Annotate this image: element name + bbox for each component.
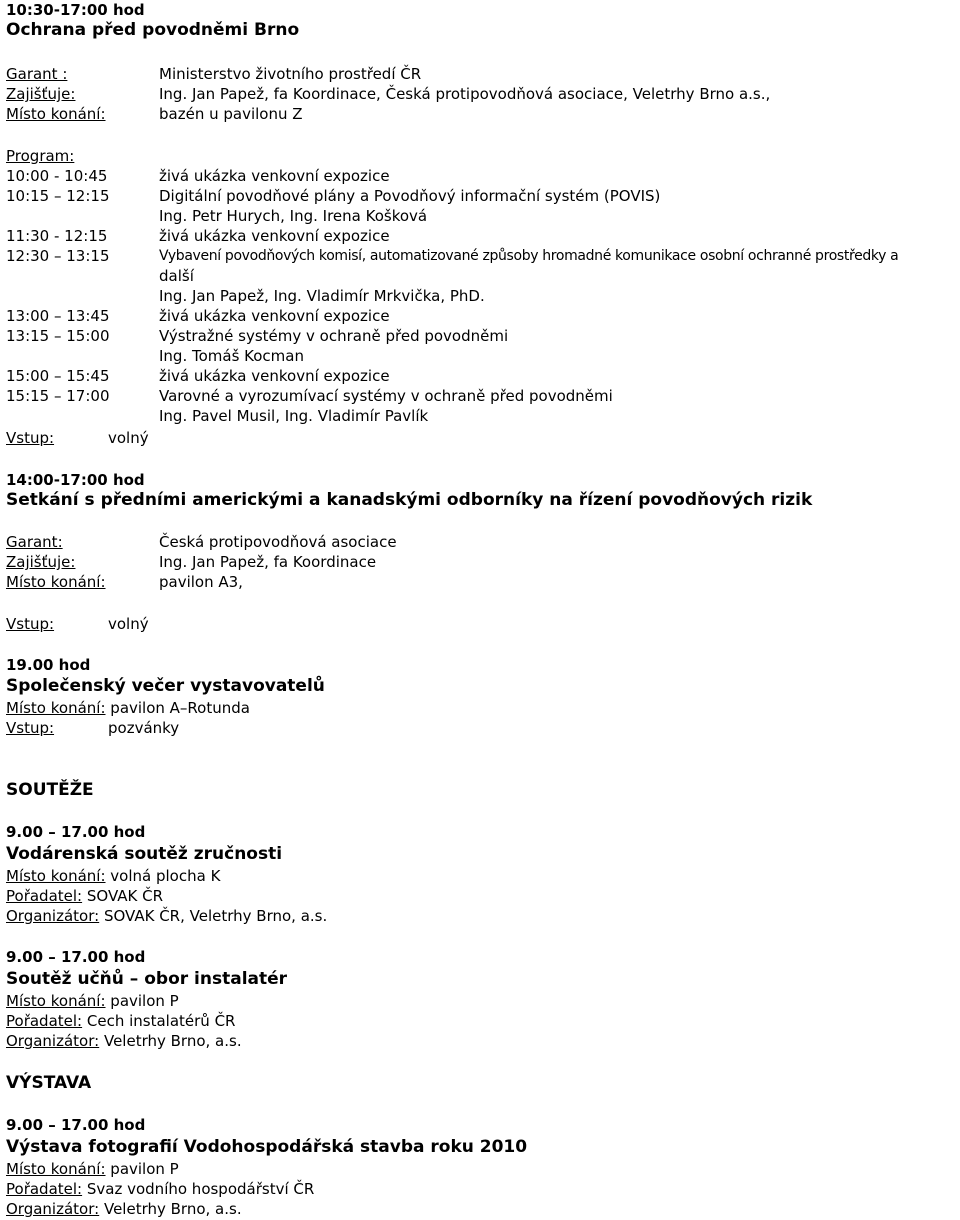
vstup-value: pozvánky bbox=[108, 719, 180, 737]
organizator-label: Organizátor: bbox=[6, 1200, 100, 1218]
program-row bbox=[6, 386, 613, 406]
s2-title: Setkání s předními americkými a kanadskými odborníky na řízení povodňových rizik bbox=[6, 490, 813, 510]
program-time: 11:30 - 12:15 bbox=[6, 227, 108, 245]
program-row bbox=[6, 306, 390, 326]
program-text: další bbox=[159, 267, 194, 285]
s3-vstup-row bbox=[6, 718, 180, 738]
misto-value: pavilon P bbox=[110, 992, 179, 1010]
program-text: Ing. Jan Papež, Ing. Vladimír Mrkvička, PhD. bbox=[159, 287, 485, 305]
program-row bbox=[6, 186, 661, 206]
program-text: Ing. Pavel Musil, Ing. Vladimír Pavlík bbox=[159, 407, 429, 425]
zajistuje-value: Ing. Jan Papež, fa Koordinace, Česká protipovodňová asociace, Veletrhy Brno a.s., bbox=[159, 85, 771, 103]
program-text: Vybavení povodňových komisí, automatizované způsoby hromadné komunikace osobní ochranné prostředky a bbox=[159, 248, 899, 264]
misto-label: Místo konání: bbox=[6, 992, 106, 1010]
vstup-label: Vstup: bbox=[6, 615, 55, 633]
program-time: 12:30 – 13:15 bbox=[6, 247, 110, 265]
organizator-value: Veletrhy Brno, a.s. bbox=[103, 1200, 242, 1218]
poradatel-label: Pořadatel: bbox=[6, 887, 83, 905]
s1-misto-row bbox=[6, 104, 303, 124]
s5-organizator-row bbox=[6, 1031, 242, 1051]
organizator-label: Organizátor: bbox=[6, 1032, 100, 1050]
s3-misto-row bbox=[6, 698, 250, 718]
souteze-heading: SOUTĚŽE bbox=[6, 780, 94, 800]
s2-zajistuje-row bbox=[6, 552, 377, 572]
zajistuje-value: Ing. Jan Papež, fa Koordinace bbox=[159, 553, 377, 571]
garant-value: Česká protipovodňová asociace bbox=[159, 533, 397, 551]
s4-misto-row bbox=[6, 866, 220, 886]
zajistuje-label: Zajišťuje: bbox=[6, 85, 76, 103]
misto-label: Místo konání: bbox=[6, 105, 106, 123]
organizator-value: Veletrhy Brno, a.s. bbox=[103, 1032, 242, 1050]
vystava-heading: VÝSTAVA bbox=[6, 1073, 92, 1093]
s1-vstup-row bbox=[6, 428, 149, 448]
organizator-label: Organizátor: bbox=[6, 907, 100, 925]
vstup-label: Vstup: bbox=[6, 429, 55, 447]
vstup-value: volný bbox=[108, 615, 149, 633]
poradatel-value: SOVAK ČR bbox=[86, 887, 164, 905]
program-row bbox=[6, 326, 509, 346]
s2-vstup-row bbox=[6, 614, 149, 634]
program-time: 13:15 – 15:00 bbox=[6, 327, 110, 345]
poradatel-value: Svaz vodního hospodářství ČR bbox=[86, 1180, 315, 1198]
s1-garant-row bbox=[6, 64, 422, 84]
garant-value: Ministerstvo životního prostředí ČR bbox=[159, 65, 422, 83]
s6-title: Výstava fotografií Vodohospodářská stavba roku 2010 bbox=[6, 1137, 528, 1157]
s3-time: 19.00 hod bbox=[6, 656, 91, 674]
program-text: Ing. Petr Hurych, Ing. Irena Košková bbox=[159, 207, 428, 225]
garant-label: Garant: bbox=[6, 533, 63, 551]
s5-time: 9.00 – 17.00 hod bbox=[6, 948, 146, 966]
s4-title: Vodárenská soutěž zručnosti bbox=[6, 844, 283, 864]
program-row bbox=[6, 246, 899, 266]
program-text: živá ukázka venkovní expozice bbox=[159, 367, 390, 385]
s5-poradatel-row bbox=[6, 1011, 235, 1031]
misto-label: Místo konání: bbox=[6, 573, 106, 591]
misto-label: Místo konání: bbox=[6, 867, 106, 885]
poradatel-label: Pořadatel: bbox=[6, 1012, 83, 1030]
program-row bbox=[6, 166, 390, 186]
poradatel-label: Pořadatel: bbox=[6, 1180, 83, 1198]
s6-organizator-row bbox=[6, 1199, 242, 1219]
program-time: 10:00 - 10:45 bbox=[6, 167, 108, 185]
s1-zajistuje-row bbox=[6, 84, 771, 104]
misto-label: Místo konání: bbox=[6, 1160, 106, 1178]
s1-time: 10:30-17:00 hod bbox=[6, 1, 145, 19]
s3-title: Společenský večer vystavovatelů bbox=[6, 676, 325, 696]
program-text: Digitální povodňové plány a Povodňový informační systém (POVIS) bbox=[159, 187, 661, 205]
organizator-value: SOVAK ČR, Veletrhy Brno, a.s. bbox=[103, 907, 328, 925]
misto-value: bazén u pavilonu Z bbox=[159, 105, 303, 123]
misto-value: pavilon A–Rotunda bbox=[110, 699, 250, 717]
misto-label: Místo konání: bbox=[6, 699, 106, 717]
s2-misto-row bbox=[6, 572, 243, 592]
garant-label: Garant : bbox=[6, 65, 68, 83]
s6-poradatel-row bbox=[6, 1179, 314, 1199]
misto-value: pavilon A3, bbox=[159, 573, 243, 591]
s2-time: 14:00-17:00 hod bbox=[6, 471, 145, 489]
vstup-label: Vstup: bbox=[6, 719, 55, 737]
program-text: živá ukázka venkovní expozice bbox=[159, 167, 390, 185]
zajistuje-label: Zajišťuje: bbox=[6, 553, 76, 571]
s4-poradatel-row bbox=[6, 886, 163, 906]
program-text: živá ukázka venkovní expozice bbox=[159, 307, 390, 325]
s6-time: 9.00 – 17.00 hod bbox=[6, 1116, 146, 1134]
misto-value: pavilon P bbox=[110, 1160, 179, 1178]
program-time: 13:00 – 13:45 bbox=[6, 307, 110, 325]
program-text: Výstražné systémy v ochraně před povodněmi bbox=[159, 327, 509, 345]
program-row bbox=[6, 366, 390, 386]
s2-garant-row bbox=[6, 532, 397, 552]
s4-organizator-row bbox=[6, 906, 327, 926]
s4-time: 9.00 – 17.00 hod bbox=[6, 823, 146, 841]
program-time: 15:15 – 17:00 bbox=[6, 387, 110, 405]
program-text: Varovné a vyrozumívací systémy v ochraně před povodněmi bbox=[159, 387, 613, 405]
s5-misto-row bbox=[6, 991, 179, 1011]
program-text: Ing. Tomáš Kocman bbox=[159, 347, 304, 365]
program-label: Program: bbox=[6, 147, 75, 165]
vstup-value: volný bbox=[108, 429, 149, 447]
poradatel-value: Cech instalatérů ČR bbox=[86, 1012, 236, 1030]
s5-title: Soutěž učňů – obor instalatér bbox=[6, 969, 288, 989]
s6-misto-row bbox=[6, 1159, 179, 1179]
program-time: 15:00 – 15:45 bbox=[6, 367, 110, 385]
program-time: 10:15 – 12:15 bbox=[6, 187, 110, 205]
s1-title: Ochrana před povodněmi Brno bbox=[6, 20, 300, 40]
program-row bbox=[6, 226, 390, 246]
misto-value: volná plocha K bbox=[110, 867, 221, 885]
program-text: živá ukázka venkovní expozice bbox=[159, 227, 390, 245]
